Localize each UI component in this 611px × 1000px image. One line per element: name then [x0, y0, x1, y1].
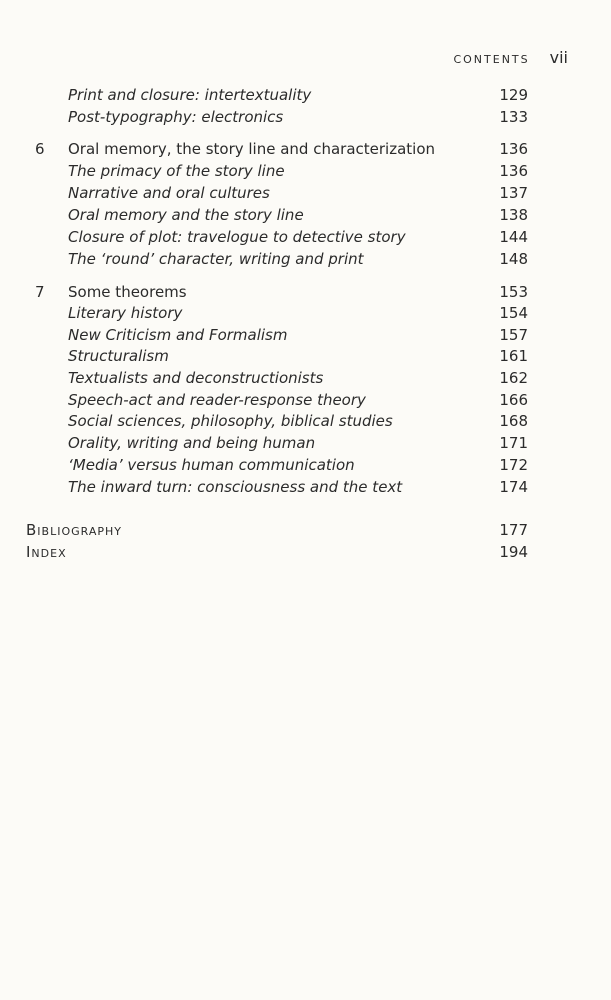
section-entry: [0, 106, 611, 128]
entry-page: 136: [499, 140, 528, 158]
back-matter-entry: [0, 541, 611, 563]
section-entry: [0, 476, 611, 498]
section-entry: [0, 410, 611, 432]
entry-title: The ‘round’ character, writing and print: [68, 250, 364, 268]
entry-page: 161: [499, 347, 528, 365]
entry-title: Orality, writing and being human: [68, 434, 316, 452]
entry-page: 153: [499, 283, 528, 301]
entry-title: The primacy of the story line: [68, 162, 285, 180]
entry-title: Index: [26, 543, 67, 561]
entry-page: 168: [499, 412, 528, 430]
entry-title: Textualists and deconstructionists: [68, 369, 324, 387]
chapter-entry: [0, 138, 611, 160]
entry-title: Oral memory, the story line and characterization: [68, 140, 436, 158]
entry-page: 137: [499, 184, 528, 202]
entry-title: Literary history: [68, 304, 183, 322]
entry-title: Bibliography: [26, 521, 122, 539]
section-entry: [0, 432, 611, 454]
entry-title: Oral memory and the story line: [68, 206, 304, 224]
entry-title: Social sciences, philosophy, biblical studies: [68, 412, 393, 430]
section-entry: [0, 84, 611, 106]
section-entry: [0, 182, 611, 204]
section-entry: [0, 160, 611, 182]
entry-title: Print and closure: intertextuality: [68, 86, 312, 104]
chapter-entry: [0, 281, 611, 303]
section-entry: [0, 324, 611, 346]
entry-page: 162: [499, 369, 528, 387]
entry-page: 177: [499, 521, 528, 539]
section-entry: [0, 389, 611, 411]
chapter-number: 6: [35, 140, 45, 158]
entry-title: New Criticism and Formalism: [68, 326, 288, 344]
chapter-number: 7: [35, 283, 45, 301]
entry-title: ‘Media’ versus human communication: [68, 456, 355, 474]
section-entry: [0, 248, 611, 270]
entry-title: Post-typography: electronics: [68, 108, 284, 126]
entry-page: 129: [499, 86, 528, 104]
entry-title: Structuralism: [68, 347, 169, 365]
running-header: [453, 48, 568, 67]
entry-title: Closure of plot: travelogue to detective story: [68, 228, 406, 246]
entry-page: 194: [499, 543, 528, 561]
section-entry: [0, 454, 611, 476]
entry-page: 166: [499, 391, 528, 409]
entry-page: 171: [499, 434, 528, 452]
entry-page: 144: [499, 228, 528, 246]
entry-page: 133: [499, 108, 528, 126]
entry-page: 157: [499, 326, 528, 344]
entry-page: 172: [499, 456, 528, 474]
section-entry: [0, 345, 611, 367]
entry-page: 148: [499, 250, 528, 268]
entry-title: Speech-act and reader-response theory: [68, 391, 366, 409]
entry-page: 138: [499, 206, 528, 224]
entry-title: The inward turn: consciousness and the text: [68, 478, 403, 496]
section-entry: [0, 226, 611, 248]
page-number: vii: [549, 48, 568, 67]
entry-title: Some theorems: [68, 283, 187, 301]
back-matter-entry: [0, 519, 611, 541]
entry-page: 136: [499, 162, 528, 180]
running-header-title: CONTENTS: [453, 53, 530, 66]
section-entry: [0, 204, 611, 226]
section-entry: [0, 367, 611, 389]
section-entry: [0, 302, 611, 324]
entry-page: 154: [499, 304, 528, 322]
entry-title: Narrative and oral cultures: [68, 184, 270, 202]
entry-page: 174: [499, 478, 528, 496]
